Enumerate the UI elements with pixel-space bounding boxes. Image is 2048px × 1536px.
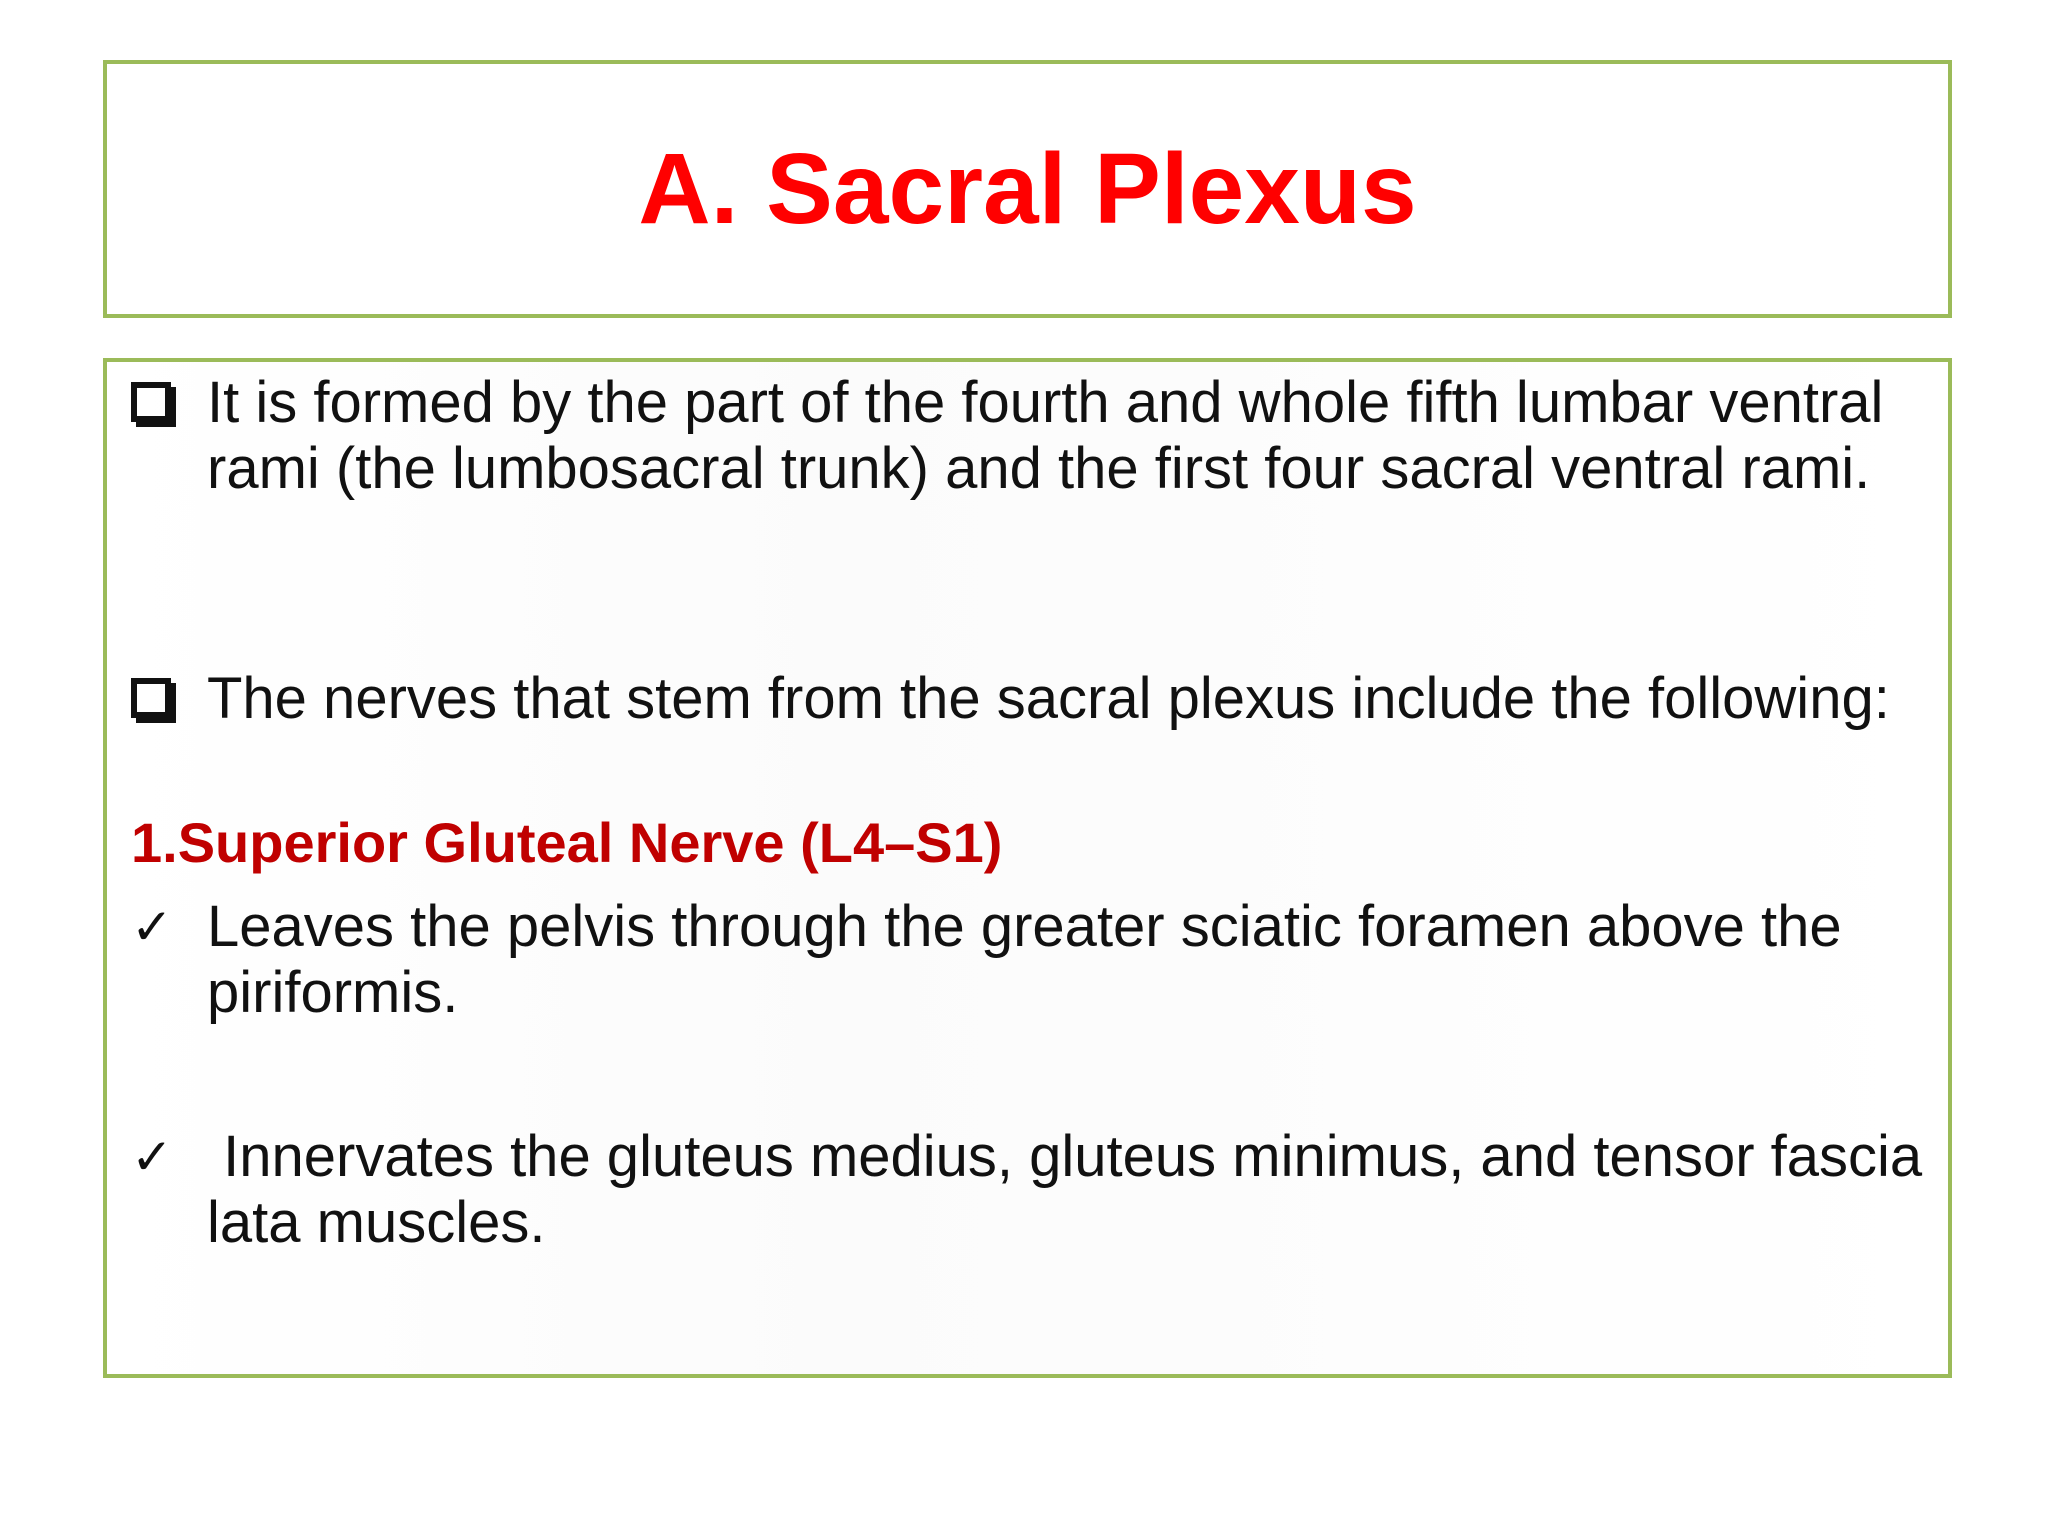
checkmark-icon: ✓ xyxy=(131,1128,173,1186)
square-checkbox-icon xyxy=(131,370,201,436)
square-checkbox-icon xyxy=(131,666,201,732)
content-box xyxy=(103,358,1952,1378)
checkmark-icon: ✓ xyxy=(131,898,173,956)
nerve-subheading: 1.Superior Gluteal Nerve (L4–S1) xyxy=(131,811,1003,874)
bullet-text: The nerves that stem from the sacral plexus include the following: xyxy=(207,666,1890,731)
check-text: Leaves the pelvis through the greater sciatic foramen above the piriformis. xyxy=(207,894,1842,1025)
title-box xyxy=(103,60,1952,318)
bullet-item xyxy=(131,370,1928,502)
check-item xyxy=(131,1124,1939,1256)
check-item xyxy=(131,894,1928,1026)
check-text: Innervates the gluteus medius, gluteus minimus, and tensor fascia lata muscles. xyxy=(207,1124,1939,1255)
bullet-text: It is formed by the part of the fourth and whole fifth lumbar ventral rami (the lumbosacral trunk) and the first four sacral ventral rami. xyxy=(207,370,1884,501)
slide-title: A. Sacral Plexus xyxy=(638,133,1417,245)
bullet-item xyxy=(131,666,1928,732)
